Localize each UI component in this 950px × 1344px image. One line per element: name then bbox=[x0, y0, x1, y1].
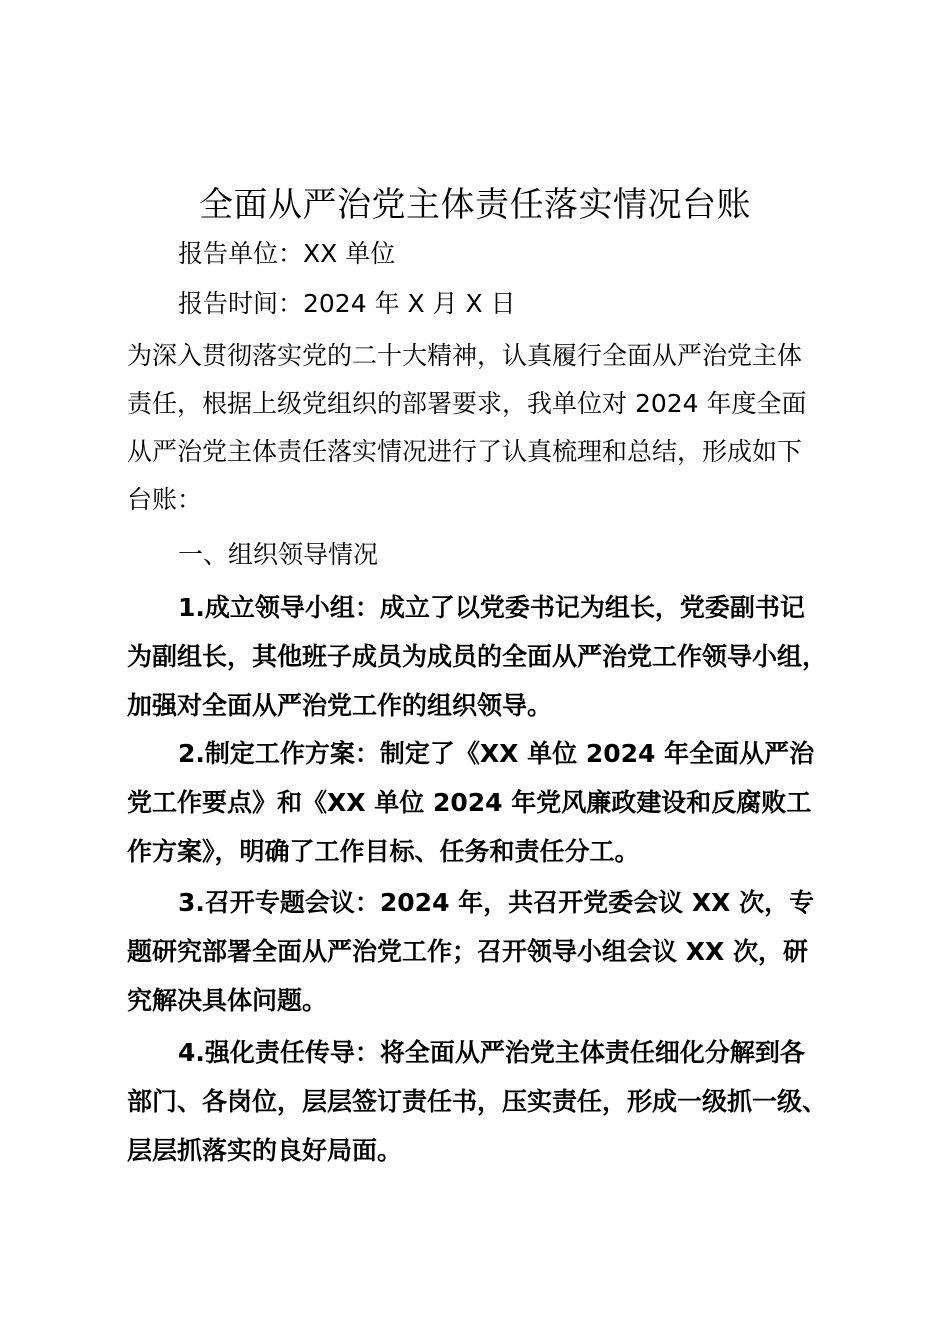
item-line: 题研究部署全面从严治党工作；召开领导小组会议 XX 次，研 bbox=[127, 937, 808, 966]
list-item bbox=[127, 878, 867, 1025]
item-line: 3.召开专题会议：2024 年，共召开党委会议 XX 次，专 bbox=[178, 888, 815, 917]
item-line: 层层抓落实的良好局面。 bbox=[127, 1136, 403, 1165]
item-line: 究解决具体问题。 bbox=[127, 986, 328, 1015]
report-time: 报告时间：2024 年 X 月 X 日 bbox=[178, 289, 516, 318]
intro-paragraph bbox=[127, 332, 847, 524]
list-item bbox=[127, 729, 867, 876]
item-line: 2.制定工作方案：制定了《XX 单位 2024 年全面从严治 bbox=[178, 739, 815, 768]
document-title: 全面从严治党主体责任落实情况台账 bbox=[199, 185, 751, 225]
item-line: 1.成立领导小组：成立了以党委书记为组长，党委副书记 bbox=[178, 593, 805, 622]
item-line: 党工作要点》和《XX 单位 2024 年党风廉政建设和反腐败工 bbox=[127, 788, 812, 817]
report-unit: 报告单位：XX 单位 bbox=[178, 239, 396, 268]
intro-line: 台账： bbox=[127, 485, 203, 514]
list-item bbox=[127, 1028, 867, 1175]
intro-line: 责任，根据上级党组织的部署要求，我单位对 2024 年度全面 bbox=[127, 389, 807, 418]
intro-line: 为深入贯彻落实党的二十大精神，认真履行全面从严治党主体 bbox=[127, 341, 803, 370]
item-line: 4.强化责任传导：将全面从严治党主体责任细化分解到各 bbox=[178, 1038, 805, 1067]
item-line: 为副组长，其他班子成员为成员的全面从严治党工作领导小组， bbox=[127, 642, 828, 671]
intro-line: 从严治党主体责任落实情况进行了认真梳理和总结，形成如下 bbox=[127, 437, 803, 466]
item-line: 部门、各岗位，层层签订责任书，压实责任，形成一级抓一级、 bbox=[127, 1087, 828, 1116]
item-line: 加强对全面从严治党工作的组织领导。 bbox=[127, 691, 553, 720]
list-item bbox=[127, 583, 867, 730]
section-heading: 一、组织领导情况 bbox=[178, 540, 379, 569]
item-line: 作方案》，明确了工作目标、任务和责任分工。 bbox=[127, 837, 640, 866]
